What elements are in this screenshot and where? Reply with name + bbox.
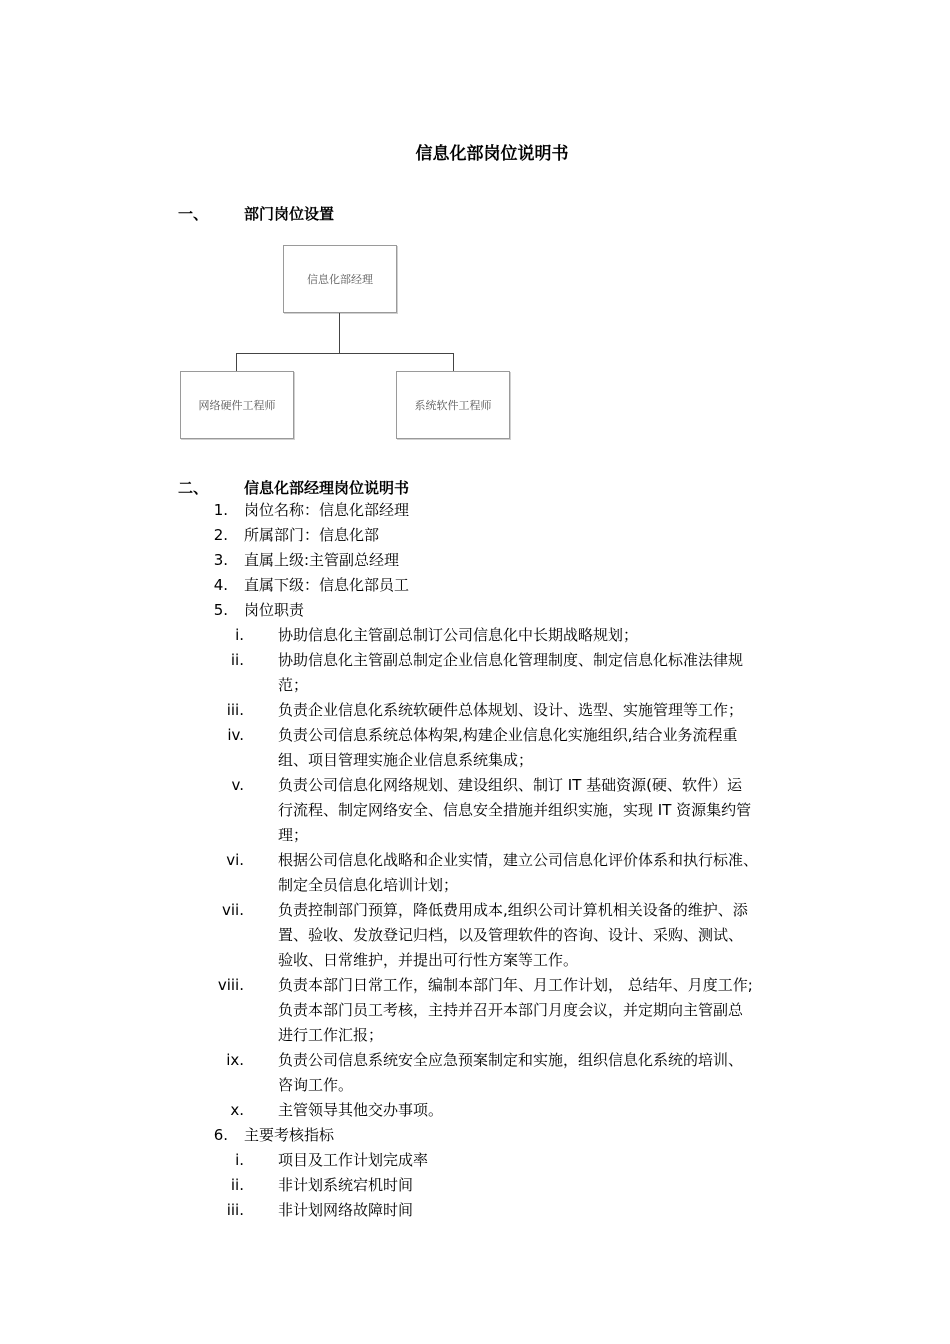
org-box-network-engineer: 网络硬件工程师 (180, 371, 294, 439)
duty-line: 协助信息化主管副总制订公司信息化中长期战略规划； (278, 626, 639, 644)
duty-number: viii. (217, 976, 244, 994)
kpi-number: iii. (226, 1201, 244, 1219)
duty-line: 进行工作汇报； (278, 1026, 384, 1044)
duty-number: ix. (226, 1051, 244, 1069)
duty-line: 咨询工作。 (278, 1076, 354, 1094)
duty-line: 验收、日常维护，并提出可行性方案等工作。 (278, 951, 579, 969)
duty-line: 负责本部门员工考核，主持并召开本部门月度会议，并定期向主管副总 (278, 1001, 744, 1019)
duty-line: 负责公司信息化网络规划、建设组织、制订 IT 基础资源(硬、软件）运 (278, 776, 742, 794)
duty-number: vi. (226, 851, 244, 869)
org-box-software-engineer: 系统软件工程师 (396, 371, 510, 439)
duty-line: 范； (278, 676, 309, 694)
org-connector-right (453, 353, 454, 371)
item-number: 4. (213, 576, 228, 594)
section-2-number: 二、 (178, 479, 209, 497)
item-text: 直属上级:主管副总经理 (244, 551, 400, 569)
section-1-title: 部门岗位设置 (244, 205, 335, 223)
duty-line: 制定全员信息化培训计划； (278, 876, 459, 894)
kpi-text: 非计划系统宕机时间 (278, 1176, 414, 1194)
duty-line: 主管领导其他交办事项。 (278, 1101, 444, 1119)
org-connector-left (236, 353, 237, 371)
duty-line: 理； (278, 826, 309, 844)
duty-number: x. (230, 1101, 244, 1119)
item-text: 主要考核指标 (244, 1126, 335, 1144)
duty-number: i. (235, 626, 244, 644)
duty-number: ii. (230, 651, 244, 669)
duty-line: 协助信息化主管副总制定企业信息化管理制度、制定信息化标准法律规 (278, 651, 744, 669)
org-connector-vertical (339, 313, 340, 353)
duty-number: vii. (222, 901, 244, 919)
duty-line: 根据公司信息化战略和企业实情，建立公司信息化评价体系和执行标准、 (278, 851, 759, 869)
duty-line: 置、验收、发放登记归档，以及管理软件的咨询、设计、采购、测试、 (278, 926, 744, 944)
duty-line: 组、项目管理实施企业信息系统集成； (278, 751, 534, 769)
duty-line: 负责公司信息系统安全应急预案制定和实施，组织信息化系统的培训、 (278, 1051, 744, 1069)
kpi-text: 非计划网络故障时间 (278, 1201, 414, 1219)
item-text: 所属部门：信息化部 (244, 526, 380, 544)
kpi-text: 项目及工作计划完成率 (278, 1151, 429, 1169)
item-text: 直属下级：信息化部员工 (244, 576, 410, 594)
org-chart (176, 242, 516, 444)
item-text: 岗位职责 (244, 601, 305, 619)
duty-line: 负责企业信息化系统软硬件总体规划、设计、选型、实施管理等工作； (278, 701, 744, 719)
duty-line: 行流程、制定网络安全、信息安全措施并组织实施，实现 IT 资源集约管 (278, 801, 752, 819)
org-connector-horizontal (236, 353, 454, 354)
duty-line: 负责本部门日常工作，编制本部门年、月工作计划， 总结年、月度工作; (278, 976, 753, 994)
item-number: 3. (213, 551, 228, 569)
item-number: 6. (213, 1126, 228, 1144)
page-title: 信息化部岗位说明书 (415, 144, 569, 164)
duty-number: v. (231, 776, 244, 794)
org-box-manager: 信息化部经理 (283, 245, 397, 313)
item-number: 5. (213, 601, 228, 619)
section-2-title: 信息化部经理岗位说明书 (244, 479, 410, 497)
item-text: 岗位名称：信息化部经理 (244, 501, 410, 519)
section-1-number: 一、 (178, 205, 209, 223)
duty-line: 负责公司信息系统总体构架,构建企业信息化实施组织,结合业务流程重 (278, 726, 738, 744)
duty-line: 负责控制部门预算，降低费用成本,组织公司计算机相关设备的维护、添 (278, 901, 748, 919)
kpi-number: i. (235, 1151, 244, 1169)
item-number: 1. (213, 501, 228, 519)
duty-number: iv. (227, 726, 244, 744)
duty-number: iii. (226, 701, 244, 719)
kpi-number: ii. (230, 1176, 244, 1194)
item-number: 2. (213, 526, 228, 544)
